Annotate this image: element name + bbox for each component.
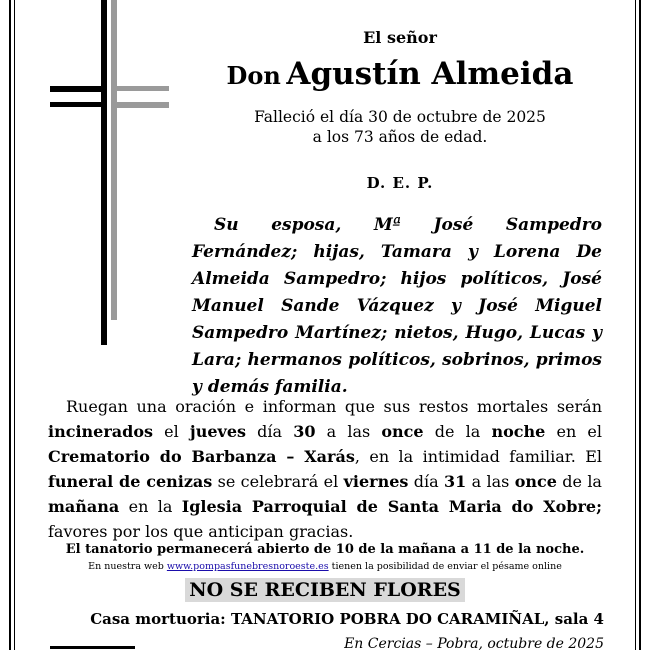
announcement-bold: Iglesia Parroquial de Santa Maria do Xobre; xyxy=(181,497,603,516)
casa-mortuoria xyxy=(48,610,604,628)
announcement-bold: noche xyxy=(491,422,546,441)
casa-mortuoria-value: TANATORIO POBRA DO CARAMIÑAL, sala 4 xyxy=(230,610,604,628)
death-info xyxy=(195,107,605,147)
announcement-bold: viernes xyxy=(343,472,409,491)
announcement-bold: funeral de cenizas xyxy=(48,472,213,491)
latin-cross-icon xyxy=(48,0,172,345)
honorific: Don xyxy=(226,61,281,90)
announcement-bold: 30 xyxy=(293,422,316,441)
announcement-text: se celebrará el xyxy=(217,472,339,491)
bottom-rule xyxy=(50,646,135,649)
announcement-text: , en la intimidad familiar. El xyxy=(354,447,602,466)
announcement-bold: mañana xyxy=(48,497,120,516)
announcement-bold: jueves xyxy=(189,422,247,441)
title-prefix: El señor xyxy=(363,28,437,47)
deceased-name xyxy=(195,56,605,92)
announcement-text: en el xyxy=(556,422,602,441)
left-border-outer xyxy=(9,0,11,650)
announcement-text: Ruegan una oración e informan que sus restos mortales serán xyxy=(66,397,602,416)
announcement-text: el xyxy=(164,422,179,441)
announcement-paragraph xyxy=(48,394,602,544)
age-line: a los 73 años de edad. xyxy=(312,128,488,146)
tanatorio-hours: El tanatorio permanecerá abierto de 10 de la mañana a 11 de la noche. xyxy=(65,542,585,557)
left-border-inner xyxy=(14,0,15,650)
dep-initials: D. E. P. xyxy=(366,174,434,192)
announcement-bold: incinerados xyxy=(48,422,154,441)
announcement-bold: once xyxy=(514,472,557,491)
announcement-text: en la xyxy=(128,497,173,516)
casa-mortuoria-label: Casa mortuoria: xyxy=(90,610,226,628)
announcement-text: de la xyxy=(562,472,602,491)
announcement-bold: Crematorio do Barbanza – Xarás xyxy=(48,447,355,466)
place-date: En Cercias – Pobra, octubre de 2025 xyxy=(344,636,604,652)
website-link[interactable]: www.pompasfunebresnoroeste.es xyxy=(166,561,329,572)
family-text: Su esposa, Mª José Sampedro Fernández; hijas, Tamara y Lorena De Almeida Sampedro; hijos políticos, José Manuel Sande Vázquez y José Miguel Sampedro Martínez; nietos, Hugo, Lucas y Lara; hermanos políticos, sobrinos, primos y xyxy=(192,215,602,397)
announcement-bold: once xyxy=(381,422,424,441)
announcement-text: de la xyxy=(434,422,481,441)
family-list xyxy=(192,212,602,401)
right-border-outer xyxy=(639,0,641,650)
no-flowers-banner xyxy=(48,578,602,602)
announcement-text: a las xyxy=(471,472,510,491)
web-suffix: tienen la posibilidad de enviar el pésame online xyxy=(331,561,562,572)
right-border-inner xyxy=(635,0,636,650)
family-last-line: demás familia. xyxy=(207,377,348,397)
death-date-line: Falleció el día 30 de octubre de 2025 xyxy=(254,108,546,126)
announcement-text: a las xyxy=(326,422,371,441)
deceased-full-name: Agustín Almeida xyxy=(286,56,574,92)
web-prefix: En nuestra web xyxy=(88,561,164,572)
no-flowers-text: NO SE RECIBEN FLORES xyxy=(185,578,465,602)
announcement-text: día xyxy=(257,422,283,441)
announcement-text: día xyxy=(413,472,439,491)
web-condolence-line xyxy=(48,561,602,572)
announcement-bold: 31 xyxy=(443,472,467,491)
announcement-text: favores por los que anticipan gracias. xyxy=(48,522,354,541)
